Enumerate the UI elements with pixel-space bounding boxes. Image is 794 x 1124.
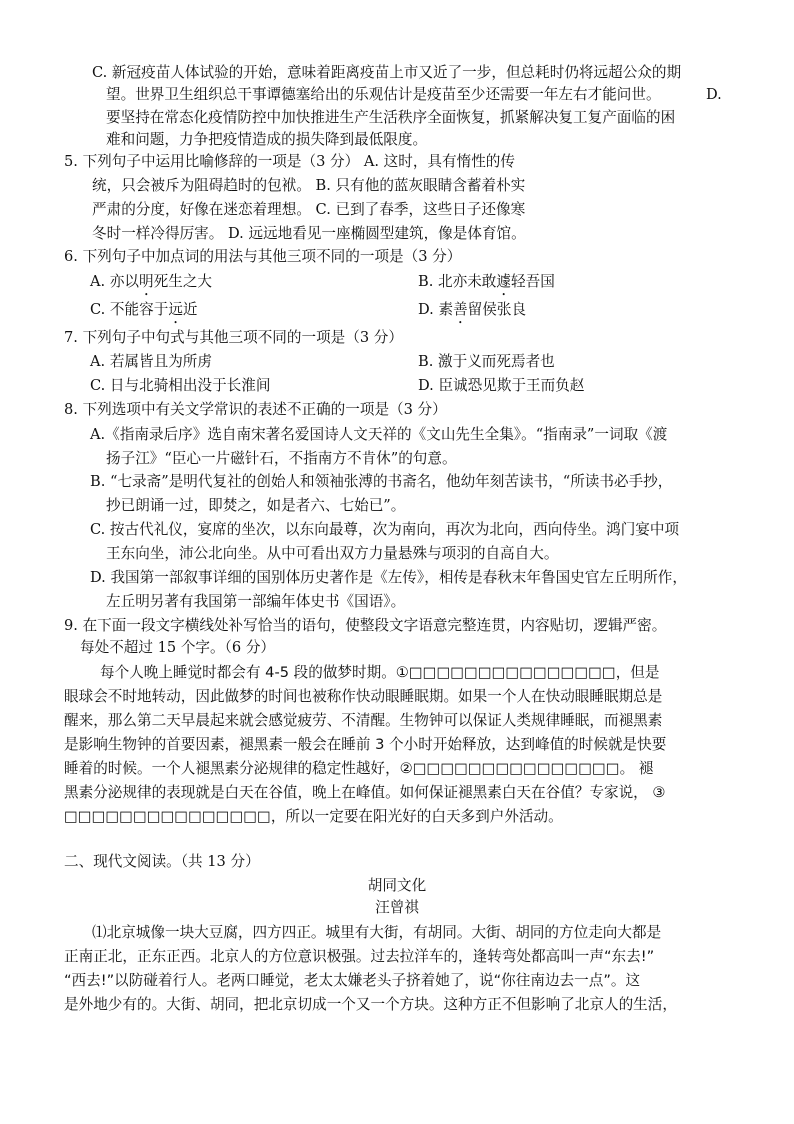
q4-option-c-line2: 望。世界卫生组织总干事谭德塞给出的乐观估计是疫苗至少还需要一年左右才能问世。 [106, 86, 661, 103]
q4-option-d-line1: 要坚持在常态化疫情防控中加快推进生产生活秩序全面恢复，抓紧解决复工复产面临的困 [106, 109, 676, 126]
q6-option-d [418, 300, 526, 320]
section2-header: 二、现代文阅读。（共 13 分） [64, 853, 260, 870]
article-para1-line3: “西去!”以防碰着行人。老两口睡觉，老太太嫌老头子挤着她了，说“你往南边去一点”。这 [64, 972, 641, 989]
q4-option-d-label: D. [706, 86, 722, 103]
q6-d-text-end: 留侯张良 [467, 301, 527, 318]
q6-b-text-end: 轻吾国 [511, 273, 555, 290]
q6-stem: 6. 下列句子中加点词的用法与其他三项不同的一项是（3 分） [64, 248, 462, 265]
q9-passage-line6: 黑素分泌规律的表现就是白天在谷值，晚上在峰值。如何保证褪黑素白天在谷值？专家说， ③ [64, 784, 666, 801]
q4-option-c-line1: C. 新冠疫苗人体试验的开始，意味着距离疫苗上市又近了一步，但总耗时仍将远超公众的期 [92, 64, 682, 81]
q7-stem: 7. 下列句子中句式与其他三项不同的一项是（3 分） [64, 329, 403, 346]
q6-b-dotted-word: 遽 [496, 273, 511, 290]
article-para1-line2: 正南正北，正东正西。北京人的方位意识极强。过去拉洋车的，逢转弯处都高叫一声“东去!” [64, 948, 655, 965]
article-para1-line4: 是外地少有的。大街、胡同，把北京切成一个又一个方块。这种方正不但影响了北京人的生活， [64, 996, 677, 1013]
q8-option-c-line1: C. 按古代礼仪，宴席的坐次，以东向最尊，次为南向，再次为北向，西向侍坐。鸿门宴中项 [90, 521, 680, 538]
q6-option-a [90, 272, 212, 292]
article-title: 胡同文化 [367, 877, 427, 894]
q5-line4: 冬时一样冷得厉害。 D. 远远地看见一座椭圆型建筑，像是体育馆。 [92, 225, 526, 242]
q8-option-d-line2: 左丘明另著有我国第一部编年体史书《国语》。 [106, 593, 406, 610]
q7-option-d: D. 臣诚恐见欺于王而负赵 [418, 377, 585, 394]
article-author: 汪曾祺 [375, 899, 419, 916]
q5-line3: 严肃的分度，好像在迷恋着理想。 C. 已到了春季，这些日子还像寒 [92, 201, 526, 218]
q8-option-a-line1: A.《指南录后序》选自南宋著名爱国诗人文天祥的《文山先生全集》。“指南录”一词取《渡 [90, 426, 668, 443]
q6-a-dotted-word: 明 [139, 273, 154, 290]
q7-option-a: A. 若属皆且为所虏 [90, 353, 212, 370]
q7-option-c: C. 日与北骑相出没于长淮间 [90, 377, 271, 394]
q8-option-b-line2: 抄已朗诵一过，即焚之，如是者六、七始已”。 [106, 497, 406, 514]
q4-option-d-line2: 难和问题，力争把疫情造成的损失降到最低限度。 [106, 131, 428, 148]
q8-option-a-line2: 扬子江》“臣心一片磁针石，不指南方不肯休”的句意。 [106, 450, 457, 467]
q7-option-b: B. 激于义而死焉者也 [418, 353, 555, 370]
q6-c-dotted-word: 远 [168, 301, 183, 318]
q8-option-d-line1: D. 我国第一部叙事详细的国别体历史著作是《左传》，相传是春秋末年鲁国史官左丘明所作， [90, 569, 687, 586]
q8-stem: 8. 下列选项中有关文学常识的表述不正确的一项是（3 分） [64, 401, 447, 418]
q6-a-text: A. 亦以 [90, 273, 140, 290]
q9-stem-line2: 每处不超过 15 个字。（6 分） [80, 639, 276, 656]
q9-passage-line3: 醒来，那么第二天早晨起来就会感觉疲劳、不清醒。生物钟可以保证人类规律睡眠，而褪黑素 [64, 712, 663, 729]
q9-passage-line5: 睡着的时候。一个人褪黑素分泌规律的稳定性越好，②□□□□□□□□□□□□□□□。 褪 [64, 760, 654, 777]
q9-passage-line7: □□□□□□□□□□□□□□□，所以一定要在阳光好的白天多到户外活动。 [64, 808, 563, 825]
q9-stem-line1: 9. 在下面一段文字横线处补写恰当的语句，使整段文字语意完整连贯，内容贴切，逻辑严密。 [64, 617, 667, 634]
q5-line2: 统，只会被斥为阻碍趋时的包袱。 B. 只有他的蓝灰眼睛含蓄着朴实 [92, 177, 526, 194]
q6-option-b [418, 272, 555, 292]
q6-option-c [90, 300, 198, 320]
q5-line1: 5. 下列句子中运用比喻修辞的一项是（3 分） A. 这时，具有惰性的传 [64, 153, 515, 170]
q6-c-text: C. 不能容于 [90, 301, 169, 318]
q9-passage-line1: 每个人晚上睡觉时都会有 4-5 段的做梦时期。①□□□□□□□□□□□□□□□，但是 [100, 664, 660, 681]
q6-d-text: D. 素 [418, 301, 454, 318]
q8-option-c-line2: 王东向坐，沛公北向坐。从中可看出双方力量悬殊与项羽的自高自大。 [106, 545, 559, 562]
q8-option-b-line1: B. “七录斋”是明代复社的创始人和领袖张溥的书斋名，他幼年刻苦读书，“所读书必手抄， [90, 473, 673, 490]
q6-d-dotted-word: 善 [453, 301, 468, 318]
q9-passage-line4: 是影响生物钟的首要因素，褪黑素一般会在睡前 3 个小时开始释放，达到峰值的时候就是快要 [64, 736, 667, 753]
q6-b-text: B. 北亦未敢 [418, 273, 497, 290]
q9-passage-line2: 眼球会不时地转动，因此做梦的时间也被称作快动眼睡眠期。如果一个人在快动眼睡眠期总是 [64, 688, 663, 705]
q6-a-text-end: 死生之大 [153, 273, 213, 290]
q6-c-text-end: 近 [182, 301, 198, 318]
article-para1-line1: ⑴北京城像一块大豆腐，四方四正。城里有大街，有胡同。大街、胡同的方位走向大都是 [92, 924, 662, 941]
